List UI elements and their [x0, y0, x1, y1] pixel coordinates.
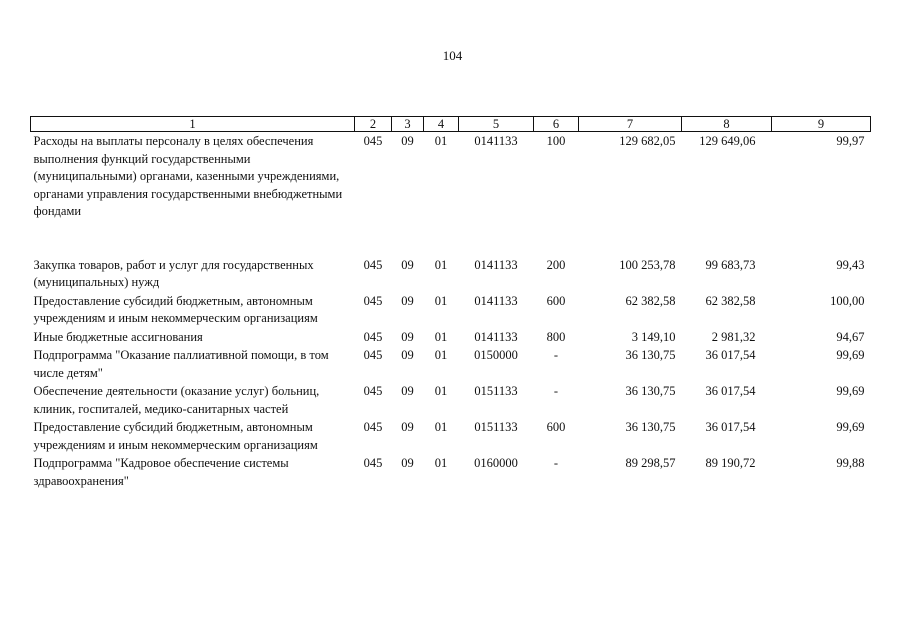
- row-expense-type: 600: [546, 293, 566, 308]
- row-subsection: 01: [434, 257, 448, 272]
- table-row: [31, 382, 871, 418]
- row-target: 0151133: [474, 384, 518, 398]
- row-code: 045: [363, 134, 383, 148]
- row-name: Расходы на выплаты персоналу в целях обеспечения выполнения функций государственными (муниципальными) органами, казенными учреждениями, органами управления государственными внебюджетными фондами: [33, 134, 343, 218]
- column-header: 5: [459, 117, 534, 132]
- row-actual: 2 981,32: [711, 329, 756, 344]
- row-actual: 36 017,54: [705, 420, 756, 434]
- table-row: [31, 328, 871, 347]
- row-actual: 129 649,06: [699, 134, 756, 148]
- column-header: 8: [682, 117, 772, 132]
- row-percent: 100,00: [830, 293, 865, 308]
- row-code: 045: [363, 384, 383, 398]
- row-actual: 36 017,54: [705, 348, 756, 362]
- row-code: 045: [363, 329, 383, 344]
- row-target: 0151133: [474, 420, 518, 434]
- row-target: 0141133: [474, 257, 518, 272]
- row-plan: 89 298,57: [625, 456, 676, 470]
- row-actual: 89 190,72: [705, 456, 756, 470]
- row-percent: 99,69: [836, 384, 865, 398]
- table-row: [31, 418, 871, 454]
- column-header: 3: [392, 117, 424, 132]
- row-section: 09: [401, 134, 414, 148]
- row-subsection: 01: [434, 384, 448, 398]
- page-number: 104: [442, 48, 463, 63]
- row-plan: 129 682,05: [619, 134, 676, 148]
- row-target: 0160000: [474, 456, 518, 470]
- row-expense-type: 600: [546, 420, 566, 434]
- row-subsection: 01: [434, 420, 448, 434]
- table-row: [31, 292, 871, 328]
- column-header: 9: [772, 117, 871, 132]
- row-plan: 62 382,58: [625, 293, 676, 308]
- row-plan: 100 253,78: [619, 257, 676, 272]
- row-name: Иные бюджетные ассигнования: [33, 329, 203, 344]
- row-target: 0141133: [474, 293, 518, 308]
- row-expense-type: 800: [546, 329, 566, 344]
- row-actual: 62 382,58: [705, 293, 756, 308]
- row-actual: 99 683,73: [705, 257, 756, 272]
- row-section: 09: [401, 329, 414, 344]
- row-percent: 94,67: [836, 329, 865, 344]
- row-percent: 99,69: [836, 420, 865, 434]
- row-subsection: 01: [434, 348, 448, 362]
- row-subsection: 01: [434, 134, 448, 148]
- row-percent: 99,43: [836, 257, 865, 272]
- row-name: Подпрограмма "Кадровое обеспечение системы здравоохранения": [33, 456, 289, 488]
- row-expense-type: 200: [546, 257, 566, 272]
- row-section: 09: [401, 456, 414, 470]
- row-code: 045: [363, 257, 383, 272]
- row-expense-type: -: [553, 384, 559, 398]
- row-code: 045: [363, 456, 383, 470]
- row-name: Предоставление субсидий бюджетным, автономным учреждениям и иным некоммерческим организациям: [33, 420, 318, 452]
- row-expense-type: -: [553, 456, 559, 470]
- row-target: 0150000: [474, 348, 518, 362]
- row-section: 09: [401, 257, 414, 272]
- row-expense-type: 100: [546, 134, 566, 148]
- row-expense-type: -: [553, 348, 559, 362]
- column-header: 7: [579, 117, 682, 132]
- row-name: Предоставление субсидий бюджетным, автономным учреждениям и иным некоммерческим организациям: [33, 293, 318, 325]
- row-section: 09: [401, 420, 414, 434]
- table-row: [31, 346, 871, 382]
- row-plan: 3 149,10: [631, 329, 676, 344]
- row-percent: 99,69: [836, 348, 865, 362]
- table-row: [31, 256, 871, 292]
- row-actual: 36 017,54: [705, 384, 756, 398]
- row-plan: 36 130,75: [625, 420, 676, 434]
- row-subsection: 01: [434, 293, 448, 308]
- row-name: Закупка товаров, работ и услуг для государственных (муниципальных) нужд: [33, 257, 314, 289]
- row-plan: 36 130,75: [625, 384, 676, 398]
- row-code: 045: [363, 348, 383, 362]
- row-name: Подпрограмма "Оказание паллиативной помощи, в том числе детям": [33, 348, 329, 380]
- column-header: 4: [424, 117, 459, 132]
- row-subsection: 01: [434, 329, 448, 344]
- column-header: 1: [31, 117, 355, 132]
- column-number-header: [31, 117, 871, 132]
- row-section: 09: [401, 348, 414, 362]
- row-plan: 36 130,75: [625, 348, 676, 362]
- row-section: 09: [401, 384, 414, 398]
- column-header: 6: [534, 117, 579, 132]
- row-target: 0141133: [474, 134, 518, 148]
- row-section: 09: [401, 293, 414, 308]
- budget-table: [30, 116, 871, 490]
- row-percent: 99,97: [836, 134, 865, 148]
- row-name: Обеспечение деятельности (оказание услуг) больниц, клиник, госпиталей, медико-санитарных частей: [33, 384, 320, 416]
- row-percent: 99,88: [836, 456, 865, 470]
- table-row: [31, 132, 871, 256]
- table-row: [31, 454, 871, 490]
- row-subsection: 01: [434, 456, 448, 470]
- row-code: 045: [363, 293, 383, 308]
- row-target: 0141133: [474, 329, 518, 344]
- row-code: 045: [363, 420, 383, 434]
- column-header: 2: [355, 117, 392, 132]
